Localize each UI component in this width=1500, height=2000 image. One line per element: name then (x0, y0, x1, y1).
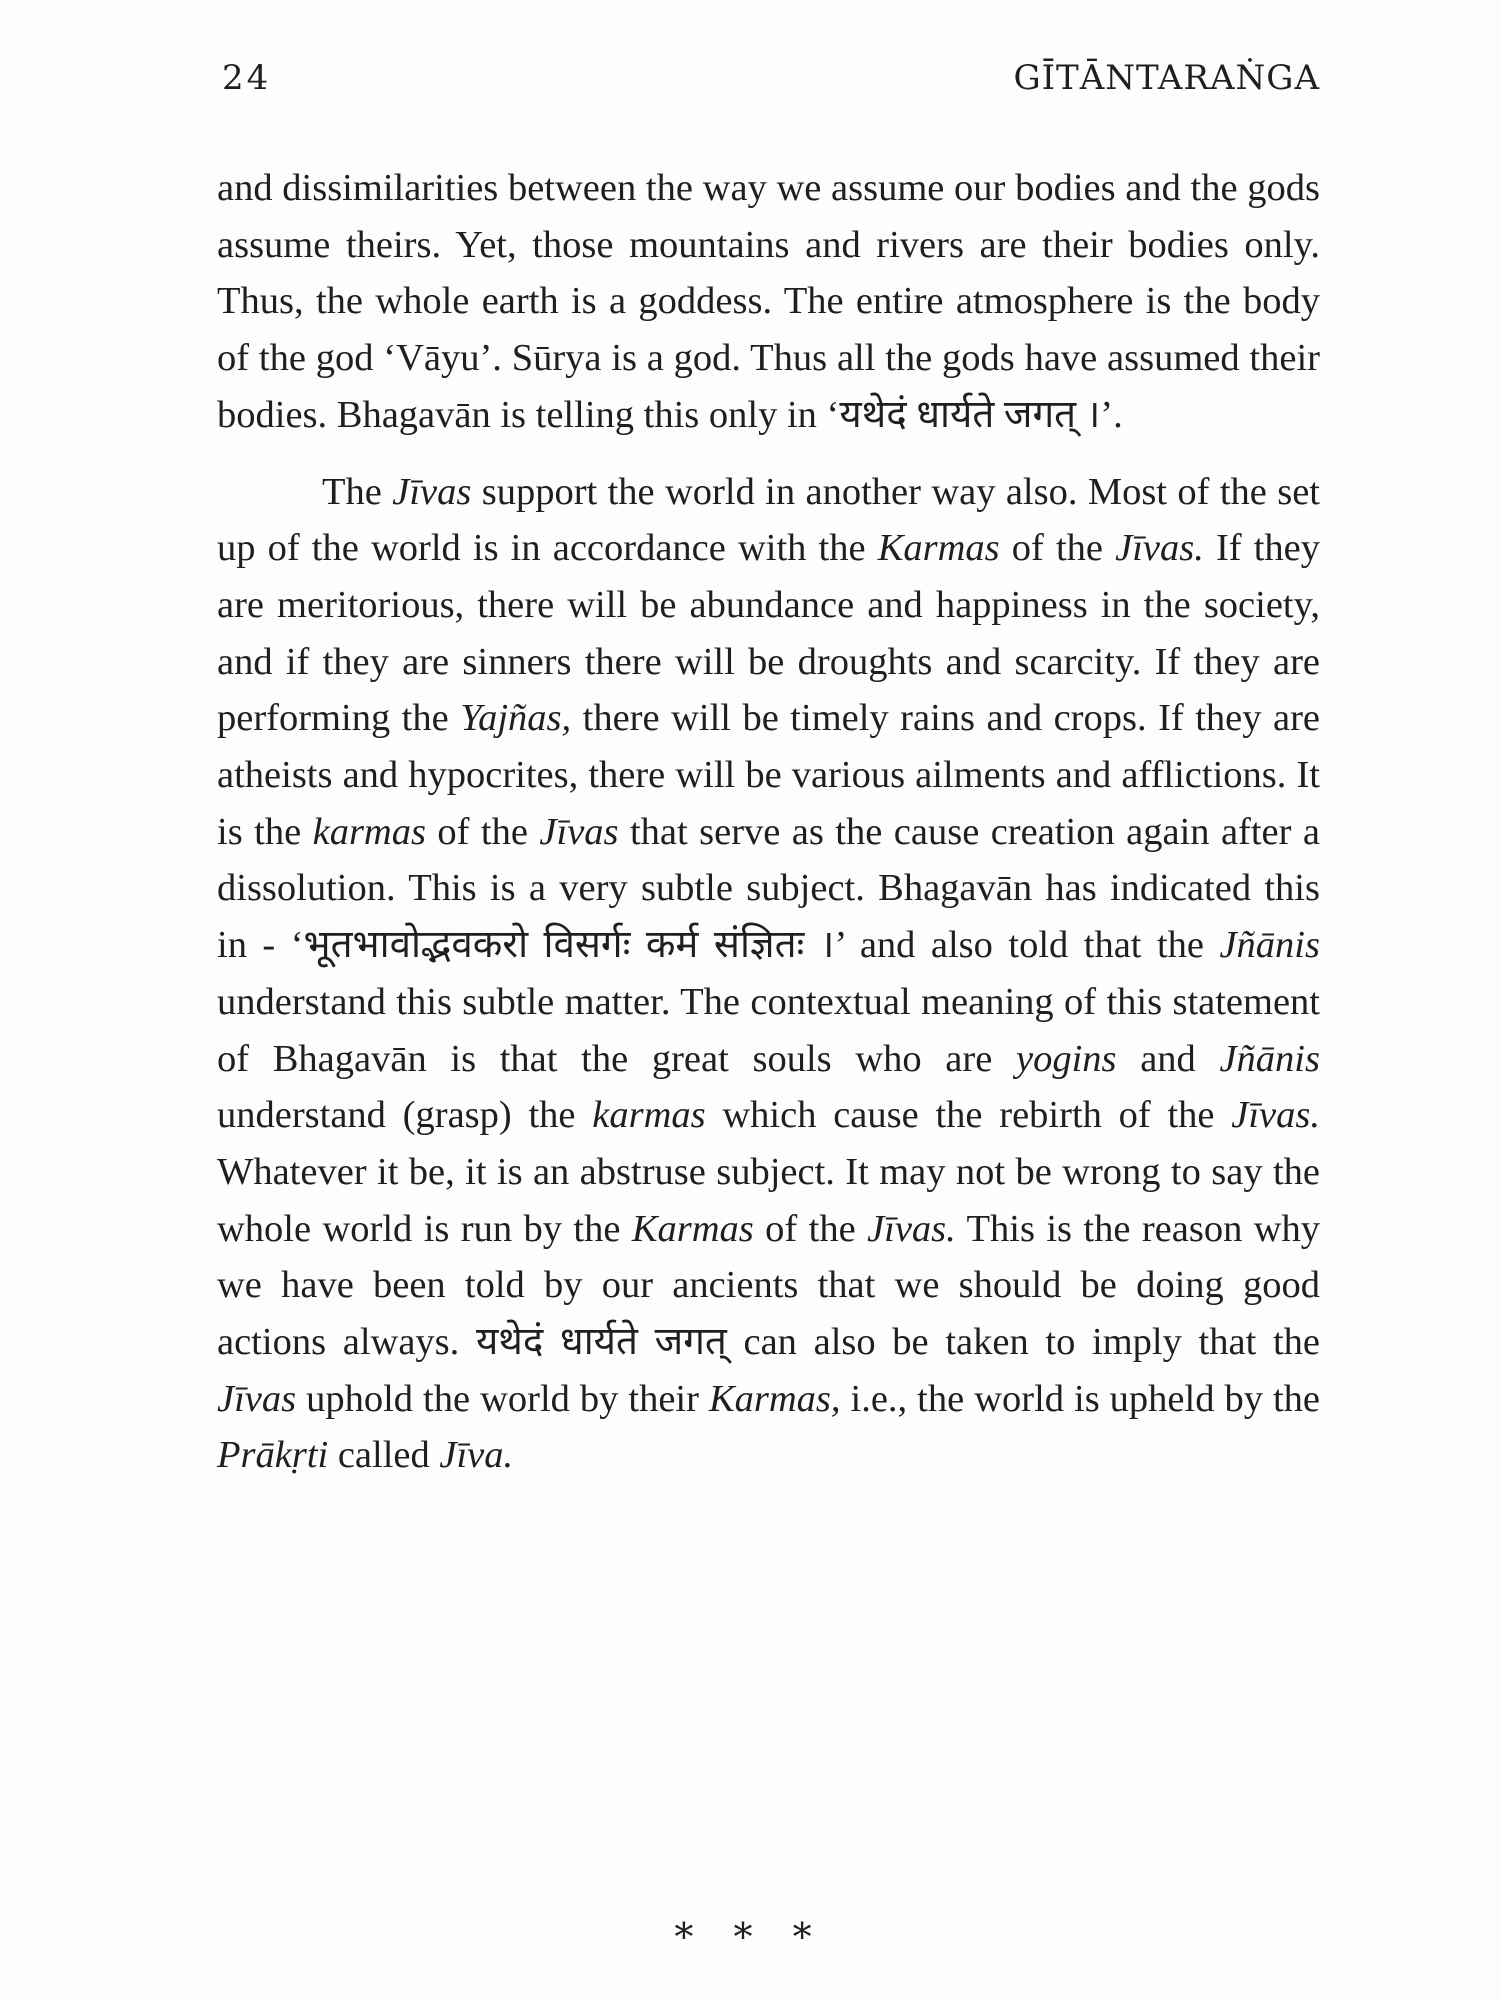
text-run: and dissimilarities between the way we assume our bodies and the gods assume theirs. Yet, those mountains and rivers are their bodies only. Thus, the whole earth is a goddess. The entire atmosphere is the body of the god ‘Vāyu’. Sūrya is a god. Thus all the gods have assumed their bodies. Bhagavān is telling this only in ‘यथेदं धार्यते जगत् ।’. (217, 167, 1320, 436)
text-run: of the (753, 1207, 868, 1250)
text-run: support the world in another way also. Most of the set up of the world is in accordance with the (217, 470, 1320, 570)
italic-term: Prākṛti (217, 1434, 329, 1477)
text-run: of the (999, 527, 1116, 570)
text-run: If they are meritorious, there will be abundance and happiness in the society, and if they are sinners there will be droughts and scarcity. If they are performing the (217, 527, 1321, 740)
italic-term: karmas (592, 1094, 706, 1137)
section-separator: * * * (674, 1915, 826, 1959)
italic-term: Jīvas (539, 810, 619, 853)
text-run: uphold the world by their (296, 1377, 709, 1420)
text-run: which cause the rebirth of the (705, 1094, 1232, 1137)
italic-term: karmas (312, 810, 426, 853)
text-run: of the (425, 810, 540, 853)
text-run: and (1116, 1037, 1220, 1080)
text-run: The (322, 470, 393, 513)
text-run: called (328, 1434, 440, 1477)
text-run: understand (grasp) the (217, 1094, 593, 1137)
text-run: Whatever it be, it is an abstruse subject. It may not be wrong to say the whole world is run by the (217, 1150, 1320, 1250)
italic-term: Yajñas, (460, 697, 572, 740)
text-run: there will be timely rains and crops. If they are atheists and hypocrites, there will be various ailments and afflictions. It is the (217, 697, 1320, 853)
italic-term: Jñānis (1219, 924, 1320, 967)
paragraph-1 (217, 160, 1320, 444)
italic-term: Jīva. (439, 1434, 514, 1477)
text-run: This is the reason why we have been told by our ancients that we should be doing good actions always. यथेदं धार्यते जगत् can also be taken to imply that the (217, 1207, 1321, 1364)
italic-term: Karmas (631, 1207, 754, 1250)
text-run: understand this subtle matter. The contextual meaning of this statement of Bhagavān is that the great souls who are (217, 980, 1320, 1080)
italic-term: Jīvas. (867, 1207, 956, 1250)
italic-term: Jīvas. (1115, 527, 1204, 570)
italic-term: Jīvas (392, 470, 472, 513)
text-run: i.e., the world is upheld by the (840, 1377, 1320, 1420)
italic-term: Jīvas. (1231, 1094, 1320, 1137)
italic-term: Karmas (877, 527, 1000, 570)
page-header (222, 58, 1320, 108)
text-run: that serve as the cause creation again after a dissolution. This is a very subtle subject. Bhagavān has indicated this in - ‘भूतभावोद्भवकरो विसर्गः कर्म संज्ञितः ।’ and also told that the (217, 810, 1321, 967)
italic-term: Jīvas (217, 1377, 297, 1420)
running-title: GĪTĀNTARAṄGA (1013, 58, 1320, 98)
italic-term: Jñānis (1219, 1037, 1320, 1080)
page-number: 24 (222, 58, 272, 98)
paragraph-2 (217, 464, 1320, 1485)
body-text (217, 160, 1320, 1484)
italic-term: yogins (1015, 1037, 1117, 1080)
italic-term: Karmas, (708, 1377, 841, 1420)
